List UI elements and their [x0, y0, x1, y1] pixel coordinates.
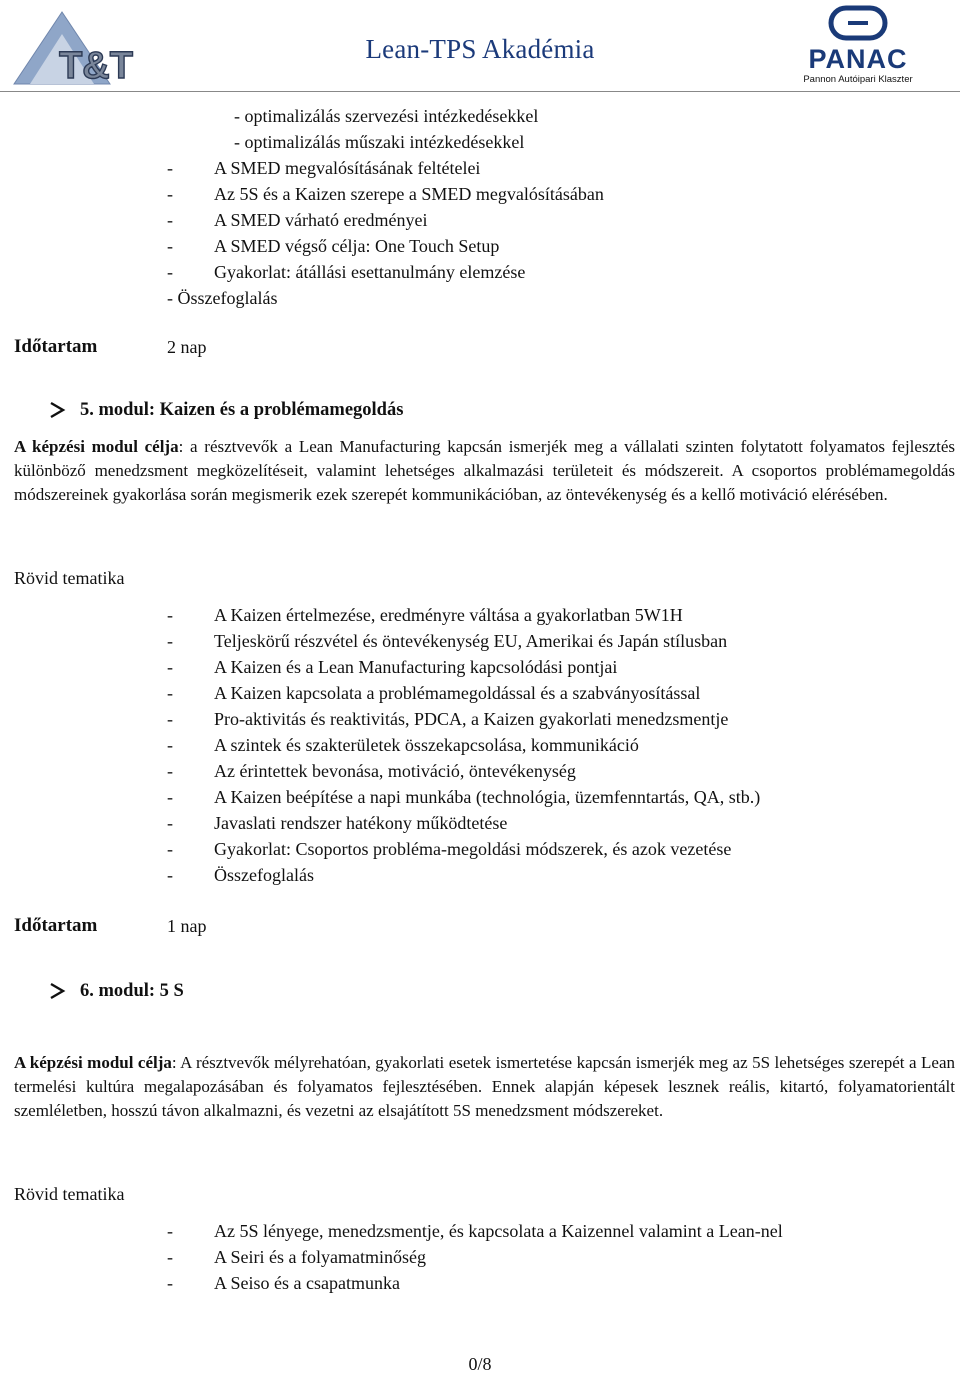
topics-label: Rövid tematika [14, 568, 125, 588]
goal-label: A képzési modul célja [14, 1053, 172, 1072]
list-dash: - [167, 657, 173, 677]
list-item: A SMED megvalósításának feltételei [214, 158, 481, 178]
list-item: Az érintettek bevonása, motiváció, öntevékenység [214, 761, 576, 781]
header-title: Lean-TPS Akadémia [365, 34, 595, 64]
list-item: Pro-aktivitás és reaktivitás, PDCA, a Kaizen gyakorlati menedzsmentje [214, 709, 729, 729]
module-goal-paragraph [14, 435, 955, 507]
list-item: A SMED várható eredményei [214, 210, 428, 230]
list-item: Gyakorlat: Csoportos probléma-megoldási módszerek, és azok vezetése [214, 839, 732, 859]
list-dash: - [167, 1273, 173, 1293]
list-item: A SMED végső célja: One Touch Setup [214, 236, 500, 256]
list-item: Az 5S és a Kaizen szerepe a SMED megvalósításában [214, 184, 604, 204]
list-dash: - [167, 236, 173, 256]
list-dash: - [167, 262, 173, 282]
list-dash: - [167, 631, 173, 651]
topics-label: Rövid tematika [14, 1184, 125, 1204]
list-dash: - [167, 605, 173, 625]
list-item: Összefoglalás [214, 865, 314, 885]
list-dash: - [167, 839, 173, 859]
module-heading: 5. modul: Kaizen és a problémamegoldás [80, 400, 404, 420]
list-dash: - [167, 1221, 173, 1241]
list-dash: - [167, 184, 173, 204]
panac-wordmark: PANAC [808, 44, 908, 74]
header-divider [0, 91, 960, 92]
panac-emblem-icon [788, 4, 928, 44]
panac-subtitle: Pannon Autóipari Klaszter [803, 74, 913, 85]
list-item: Javaslati rendszer hatékony működtetése [214, 813, 508, 833]
duration-value: 1 nap [167, 916, 207, 936]
list-item: - Összefoglalás [167, 288, 278, 308]
list-dash: - [167, 709, 173, 729]
arrow-bullet-icon [48, 401, 66, 419]
list-dash: - [167, 761, 173, 781]
list-item: A Kaizen kapcsolata a problémamegoldással és a szabványosítással [214, 683, 701, 703]
list-dash: - [167, 813, 173, 833]
goal-label: A képzési modul célja [14, 437, 179, 456]
sub-item: - optimalizálás szervezési intézkedésekkel [234, 106, 539, 126]
list-dash: - [167, 735, 173, 755]
list-item: Teljeskörű részvétel és öntevékenység EU, Amerikai és Japán stílusban [214, 631, 728, 651]
list-item: A szintek és szakterületek összekapcsolása, kommunikáció [214, 735, 639, 755]
list-item: Gyakorlat: átállási esettanulmány elemzése [214, 262, 526, 282]
duration-label: Időtartam [14, 336, 98, 357]
sub-item: - optimalizálás műszaki intézkedésekkel [234, 132, 525, 152]
tt-logo-text: T&T [59, 45, 133, 87]
list-dash: - [167, 1247, 173, 1267]
list-item: A Kaizen beépítése a napi munkába (technológia, üzemfenntartás, QA, stb.) [214, 787, 761, 807]
list-dash: - [167, 787, 173, 807]
list-dash: - [167, 865, 173, 885]
list-item: A Seiso és a csapatmunka [214, 1273, 400, 1293]
goal-text: : A résztvevők mélyrehatóan, gyakorlati esetek ismertetése kapcsán ismerjék meg az 5S lehetséges szerepét a Lean termelési kultúra megalapozásában és folyamatos fejlesztésében. Ennek alapján képesek lesznek reális, kitartó, folyamatorientált szemléletben, hosszú távon alkalmazni, és vezetni az elsajátított 5S menedzsment módszereket. [14, 1053, 955, 1120]
page-number: 0/8 [468, 1354, 492, 1374]
list-item: A Kaizen értelmezése, eredményre váltása a gyakorlatban 5W1H [214, 605, 683, 625]
goal-text: : a résztvevők a Lean Manufacturing kapcsán ismerjék meg a vállalati szinten folytatott folyamatos fejlesztés különböző menedzsment megközelítéseit, valamint lehetséges alkalmazási területeit és módszereit. A csoportos problémamegoldás módszereinek gyakorlása során megismerik ezek szerepét kommunikációban, az öntevékenység és a kellő motiváció elérésében. [14, 437, 955, 504]
duration-label: Időtartam [14, 915, 98, 936]
list-item: A Seiri és a folyamatminőség [214, 1247, 426, 1267]
panac-logo [788, 4, 958, 86]
duration-value: 2 nap [167, 337, 207, 357]
arrow-bullet-icon [48, 982, 66, 1000]
list-item: A Kaizen és a Lean Manufacturing kapcsolódási pontjai [214, 657, 618, 677]
list-dash: - [167, 158, 173, 178]
page-header [0, 0, 960, 92]
list-dash: - [167, 683, 173, 703]
module-heading: 6. modul: 5 S [80, 981, 184, 1001]
list-dash: - [167, 210, 173, 230]
list-item: Az 5S lényege, menedzsmentje, és kapcsolata a Kaizennel valamint a Lean-nel [214, 1221, 783, 1241]
module-goal-paragraph [14, 1051, 955, 1123]
